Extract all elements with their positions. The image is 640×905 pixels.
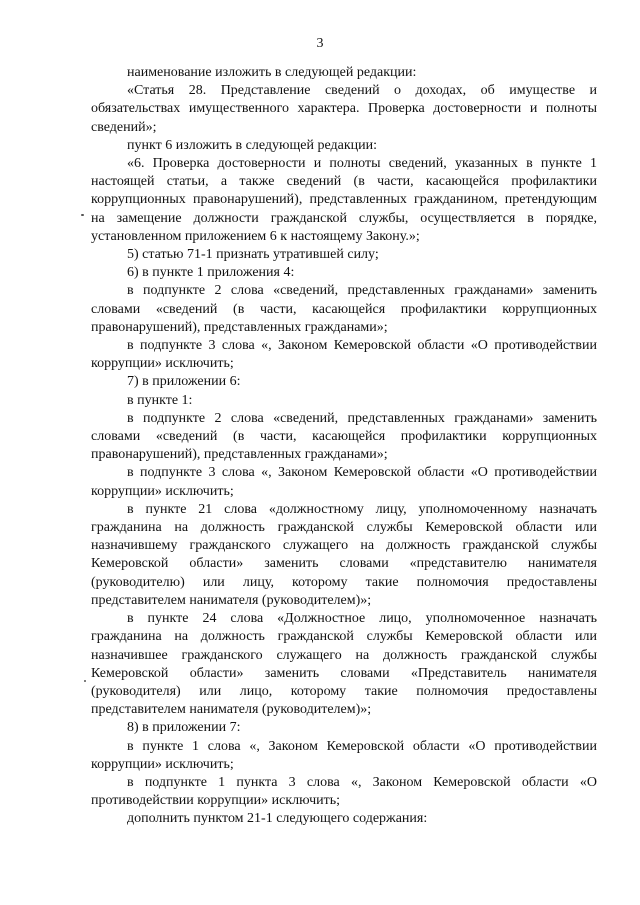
paragraph: наименование изложить в следующей редакции: xyxy=(127,65,417,80)
paragraph: в подпункте 3 слова «, Законом Кемеровской области «О противодействии коррупции» исключить; xyxy=(91,338,597,372)
paragraph: в пункте 24 слова «Должностное лицо, уполномоченное назначать гражданина на должность гражданской службы Кемеровской области или назначившее гражданского служащего на должность гражданской службы Кемеровской области» заменить словами «Представитель нанимателя (руководителя) или лицо, которому такие полномочия предоставлены представителем нанимателя (руководителем)»; xyxy=(91,611,597,718)
paragraph: 5) статью 71-1 признать утратившей силу; xyxy=(127,247,379,263)
paragraph: в пункте 21 слова «должностному лицу, уполномоченному назначать гражданина на должность гражданской службы Кемеровской области или назначившему гражданского служащего на должность гражданской службы Кемеровской области» заменить словами «представителю нанимателя (руководителю) или лицу, которому такие полномочия предоставлены представителем нанимателя (руководителем)»; xyxy=(91,501,597,608)
paragraph: в подпункте 2 слова «сведений, представленных гражданами» заменить словами «сведений (в части, касающейся профилактики коррупционных правонарушений), представленных гражданами»; xyxy=(91,283,597,335)
paragraph: 7) в приложении 6: xyxy=(127,374,241,390)
paragraph: дополнить пунктом 21-1 следующего содержания: xyxy=(127,811,428,827)
document-body xyxy=(91,64,597,829)
scan-speck xyxy=(84,680,86,682)
paragraph: «6. Проверка достоверности и полноты сведений, указанных в пункте 1 настоящей статьи, а также сведений (в части, касающейся профилактики коррупционных правонарушений), представленных гражданином, претендующим на замещение должности гражданской службы, осуществляется в порядке, установленном приложением 6 к настоящему Закону.»; xyxy=(91,156,597,244)
paragraph: «Статья 28. Представление сведений о доходах, об имуществе и обязательствах имущественного характера. Проверка достоверности и полноты сведений»; xyxy=(91,83,597,135)
paragraph: 6) в пункте 1 приложения 4: xyxy=(127,265,295,281)
paragraph: 8) в приложении 7: xyxy=(127,720,241,736)
paragraph: в подпункте 2 слова «сведений, представленных гражданами» заменить словами «сведений (в части, касающейся профилактики коррупционных правонарушений), представленных гражданами»; xyxy=(91,410,597,463)
scan-speck xyxy=(81,214,84,216)
paragraph: пункт 6 изложить в следующей редакции: xyxy=(127,137,377,153)
paragraph: в подпункте 1 пункта 3 слова «, Законом Кемеровской области «О противодействии коррупции» исключить; xyxy=(91,774,597,809)
paragraph: в пункте 1: xyxy=(127,392,193,408)
paragraph: в пункте 1 слова «, Законом Кемеровской области «О противодействии коррупции» исключить; xyxy=(91,738,597,772)
page-number: 3 xyxy=(316,36,324,51)
paragraph: в подпункте 3 слова «, Законом Кемеровской области «О противодействии коррупции» исключить; xyxy=(91,465,597,499)
